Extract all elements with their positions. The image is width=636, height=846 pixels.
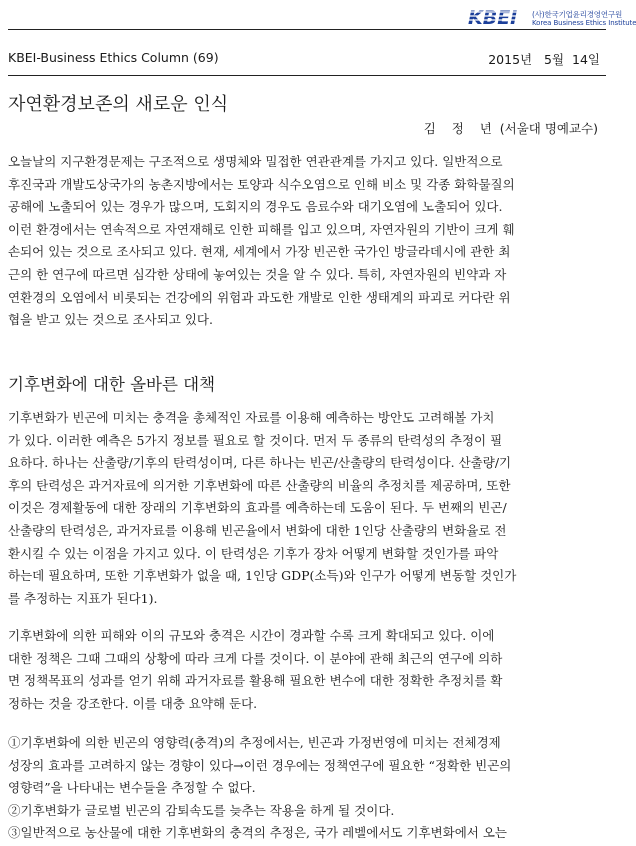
article-author: 김 정 년 (서울대 명예교수) — [423, 121, 598, 136]
paragraph-policy — [8, 625, 606, 715]
logo-org-english: Korea Business Ethics Institute — [532, 19, 636, 27]
text-line: 연환경의 오염에서 비롯되는 건강에의 위험과 과도한 개발로 인한 생태계의 파괴로 커다란 위 — [8, 289, 511, 305]
section-heading: 기후변화에 대한 올바른 대책 — [8, 375, 216, 394]
list-item: ②기후변화가 글로벌 빈곤의 감퇴속도를 늦추는 작용을 하게 될 것이다. — [8, 802, 395, 818]
text-line: 후의 탄력성은 과거자료에 의거한 기후변화에 따른 산출량의 비율의 추정치를 제공하며, 또한 — [8, 477, 511, 493]
top-rule — [8, 29, 606, 30]
text-line: 기후변화가 빈곤에 미치는 충격을 총체적인 자료를 이용해 예측하는 방안도 고려해볼 가치 — [8, 410, 495, 425]
paragraph-estimation — [8, 407, 606, 610]
publish-date: 2015년 5월 14일 — [488, 52, 600, 67]
text-line: 손되어 있는 것으로 조사되고 있다. 현재, 세계에서 가장 빈곤한 국가인 방글라데시에 관한 최 — [8, 244, 511, 260]
text-line: 협을 받고 있는 것으로 조사되고 있다. — [8, 312, 213, 328]
list-item: ①기후변화에 의한 빈곤의 영향력(충격)의 추정에서는, 빈곤과 가정번영에 미치는 전체경제 — [8, 735, 501, 750]
text-line: 이런 환경에서는 연속적으로 자연재해로 인한 피해를 입고 있으며, 자연자원의 기반이 크게 훼 — [8, 221, 515, 237]
text-line: 면 정책목표의 성과를 얻기 위해 과거자료를 활용해 필요한 변수에 대한 정확한 추정치를 확 — [8, 673, 503, 689]
text-line: 를 추정하는 지표가 된다1). — [8, 590, 158, 606]
text-line: 요하다. 하나는 산출량/기후의 탄력성이며, 다른 하나는 빈곤/산출량의 탄력성이다. 산출량/기 — [8, 455, 512, 471]
header-rule — [8, 75, 606, 76]
text-line: 하는데 필요하며, 또한 기후변화가 없을 때, 1인당 GDP(소득)와 인구가 어떻게 변동할 것인가 — [8, 568, 517, 584]
kbei-logo-mark — [468, 6, 528, 28]
paragraph-intro — [8, 151, 606, 332]
text-line: 가 있다. 이러한 예측은 5가지 정보를 필요로 할 것이다. 먼저 두 종류의 탄력성의 추정이 필 — [8, 432, 503, 448]
logo-org-korean: (사)한국기업윤리경영연구원 — [532, 10, 622, 19]
text-line: 환시킬 수 있는 이점을 가지고 있다. 이 탄력성은 기후가 장차 어떻게 변화할 것인가를 파악 — [8, 545, 499, 561]
text-line: 후진국과 개발도상국가의 농촌지방에서는 토양과 식수오염으로 인해 비소 및 각종 화학물질의 — [8, 176, 515, 192]
text-line: 이것은 경제활동에 대한 장래의 기후변화의 효과를 예측하는데 도움이 된다. 두 번째의 빈곤/ — [8, 500, 507, 516]
text-line: 성장의 효과를 고려하지 않는 경향이 있다→이런 경우에는 정책연구에 필요한 “정확한 빈곤의 — [8, 757, 512, 773]
list-item: ③일반적으로 농산물에 대한 기후변화의 충격의 추정은, 국가 레벨에서도 기후변화에서 오는 — [8, 825, 508, 841]
article-title: 자연환경보존의 새로운 인식 — [8, 94, 229, 115]
text-line: 오늘날의 지구환경문제는 구조적으로 생명체와 밀접한 연관관계를 가지고 있다. 일반적으로 — [8, 154, 503, 169]
text-line: 대한 정책은 그때 그때의 상황에 따라 크게 다를 것이다. 이 분야에 관해 최근의 연구에 의하 — [8, 650, 503, 666]
text-line: 산출량의 탄력성은, 과거자료를 이용해 빈곤율에서 변화에 대한 1인당 산출량의 변화율로 전 — [8, 522, 507, 538]
text-line: 근의 한 연구에 따르면 심각한 상태에 놓여있는 것을 알 수 있다. 특히, 자연자원의 빈약과 자 — [8, 266, 507, 282]
column-series: KBEI-Business Ethics Column (69) — [8, 50, 219, 65]
text-line: 영향력”을 나타내는 변수들을 추정할 수 없다. — [8, 780, 256, 796]
text-line: 공해에 노출되어 있는 경우가 많으며, 도회지의 경우도 음료수와 대기오염에 노출되어 있다. — [8, 199, 503, 215]
paragraph-summary-list — [8, 732, 606, 845]
text-line: 기후변화에 의한 피해와 이의 규모와 충격은 시간이 경과할 수록 크게 확대되고 있다. 이에 — [8, 628, 495, 643]
text-line: 정하는 것을 강조한다. 이를 대충 요약해 둔다. — [8, 695, 258, 711]
svg-text:KBEI: KBEI — [468, 7, 518, 29]
